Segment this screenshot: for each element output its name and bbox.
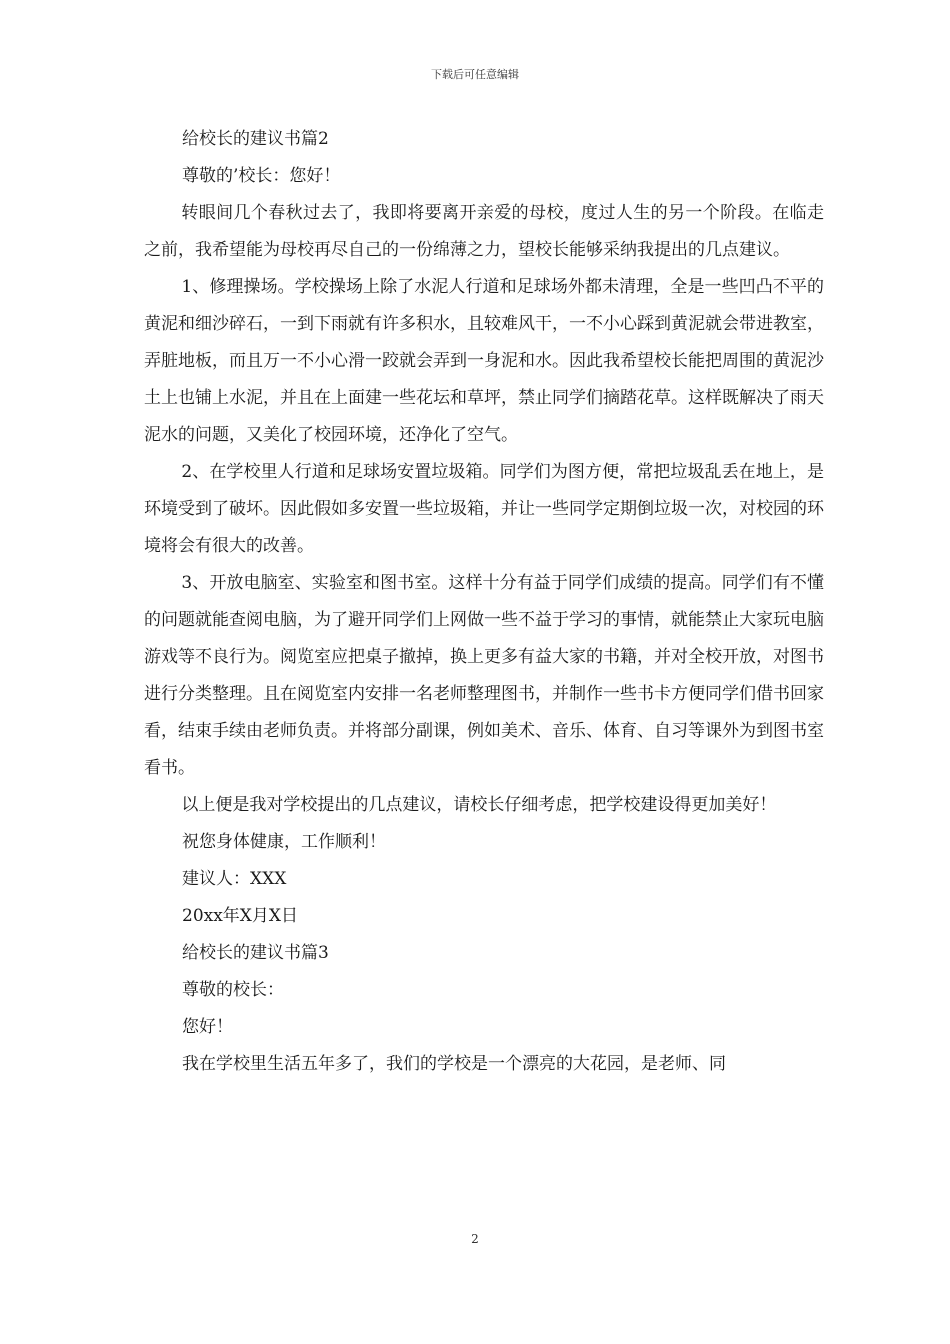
section-title-3: 给校长的建议书篇3 (182, 943, 329, 963)
page-number: 2 (471, 1232, 479, 1246)
hello-line-3: 您好！ (182, 1017, 233, 1037)
suggestion-3: 3、开放电脑室、实验室和图书室。这样十分有益于同学们成绩的提高。同学们有不懂的问题就能查阅电脑，为了避开同学们上网做一些不益于学习的事情，就能禁止大家玩电脑游戏等不良行为。阅览室应把桌子撤掉，换上更多有益大家的书籍，并对全校开放，对图书进行分类整理。且在阅览室内安排一名老师整理图书，并制作一些书卡方便同学们借书回家看，结束手续由老师负责。并将部分副课，例如美术、音乐、体育、自习等课外为到图书室看书。 (144, 573, 824, 778)
signer-line-2: 建议人：XXX (182, 869, 287, 889)
intro-paragraph-3: 我在学校里生活五年多了，我们的学校是一个漂亮的大花园，是老师、同 (182, 1054, 726, 1074)
greeting-3: 尊敬的校长： (182, 980, 284, 1000)
suggestion-2: 2、在学校里人行道和足球场安置垃圾箱。同学们为图方便，常把垃圾乱丢在地上，是环境受到了破坏。因此假如多安置一些垃圾箱，并让一些同学定期倒垃圾一次，对校园的环境将会有很大的改善。 (144, 462, 824, 556)
greeting-2: 尊敬的’校长：您好！ (182, 166, 341, 186)
section-title-2: 给校长的建议书篇2 (182, 129, 329, 149)
intro-paragraph-2: 转眼间几个春秋过去了，我即将要离开亲爱的母校，度过人生的另一个阶段。在临走之前，我希望能为母校再尽自己的一份绵薄之力，望校长能够采纳我提出的几点建议。 (144, 203, 824, 260)
document-body (144, 121, 824, 1083)
date-line-2: 20xx年X月X日 (182, 906, 299, 926)
wish-line-2: 祝您身体健康，工作顺利！ (182, 832, 386, 852)
suggestion-1: 1、修理操场。学校操场上除了水泥人行道和足球场外都未清理，全是一些凹凸不平的黄泥和细沙碎石，一到下雨就有许多积水，且较难风干，一不小心踩到黄泥就会带进教室，弄脏地板，而且万一不小心滑一跤就会弄到一身泥和水。因此我希望校长能把周围的黄泥沙土上也铺上水泥，并且在上面建一些花坛和草坪，禁止同学们摘踏花草。这样既解决了雨天泥水的问题，又美化了校园环境，还净化了空气。 (144, 277, 824, 445)
page-header: 下载后可任意编辑 (431, 68, 519, 81)
closing-paragraph-2: 以上便是我对学校提出的几点建议，请校长仔细考虑，把学校建设得更加美好！ (181, 795, 777, 815)
